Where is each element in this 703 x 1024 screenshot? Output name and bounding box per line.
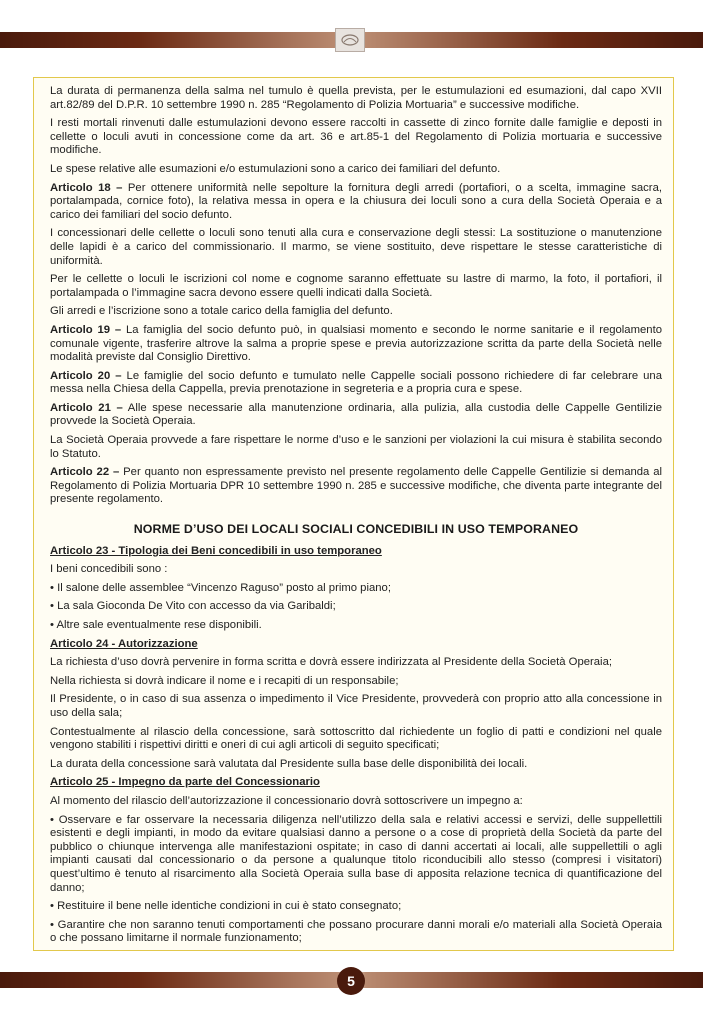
emblem-icon — [335, 28, 365, 52]
article-23-line: • Altre sale eventualmente rese disponibili. — [50, 619, 262, 631]
article-text: Per ottenere uniformità nelle sepolture la fornitura degli arredi (portafiori, o a scelta, immagine sacra, portalampada, cornice foto), la relativa messa in opera e la chiusura dei loculi sono a cura della Società Operaia e a carico dei familiari del socio defunto. — [50, 181, 662, 221]
article-label: Articolo 21 – — [50, 401, 123, 414]
intro-paragraph: Le spese relative alle esumazioni e/o estumulazioni sono a carico dei familiari del defunto. — [50, 162, 501, 175]
article-label: Articolo 19 – — [50, 323, 122, 336]
article-23-line: I beni concedibili sono : — [50, 563, 168, 576]
article-24-title: Articolo 24 - Autorizzazione — [50, 637, 198, 650]
article-25-line: • Restituire il bene nelle identiche condizioni in cui è stato consegnato; — [50, 900, 402, 913]
article-23-title: Articolo 23 - Tipologia dei Beni concedibili in uso temporaneo — [50, 544, 382, 557]
article-24-line: Contestualmente al rilascio della concessione, sarà sottoscritto dal richiedente un foglio di patti e condizioni nel quale vengono stabiliti i rispettivi diritti e oneri di cui agli articoli di seguito specificati; — [50, 725, 662, 752]
article-25-title: Articolo 25 - Impegno da parte del Concessionario — [50, 776, 320, 789]
article-18-paragraph: I concessionari delle cellette o loculi sono tenuti alla cura e conservazione degli stessi: La sostituzione o manutenzione delle lapidi è a carico del commissionario. Il marmo, se viene sostituito, deve rispettare le stesse caratteristiche di uniformità. — [50, 227, 662, 267]
article-22 — [50, 466, 662, 507]
article-label: Articolo 22 – — [50, 466, 120, 479]
article-label: Articolo 20 – — [50, 369, 122, 382]
article-24-line: La richiesta d’uso dovrà pervenire in forma scritta e dovrà essere indirizzata al Presidente della Società Operaia; — [50, 656, 612, 669]
article-24-line: Nella richiesta si dovrà indicare il nome e i recapiti di un responsabile; — [50, 674, 399, 687]
intro-paragraph: La durata di permanenza della salma nel tumulo è quella prevista, per le estumulazioni ed esumazioni, dal capo XVII art.82/89 del D.P.R. 10 settembre 1990 n. 285 “Regolamento di Polizia Mortuaria” e successive modifiche. — [50, 85, 662, 111]
article-text: Alle spese necessarie alla manutenzione ordinaria, alla pulizia, alla custodia delle Cappelle Gentilizie provvede la Società Operaia. — [50, 401, 662, 428]
document-body — [50, 85, 662, 951]
article-23-line: • Il salone delle assemblee “Vincenzo Raguso” posto al primo piano; — [50, 581, 391, 594]
article-18-paragraph: Gli arredi e l’iscrizione sono a totale carico della famiglia del defunto. — [50, 305, 393, 318]
article-text: La famiglia del socio defunto può, in qualsiasi momento e secondo le norme sanitarie e il regolamento comunale vigente, trasferire altrove la salma a proprie spese e previa autorizzazione scritta da parte della Società nelle modalità previste dal Consiglio Direttivo. — [50, 323, 662, 364]
article-text: Le famiglie del socio defunto e tumulato nelle Cappelle sociali possono richiedere di far celebrare una messa nella Chiesa della Cappella, previa prenotazione in segreteria e a propria cura e spese. — [50, 369, 662, 396]
article-25-line: Al momento del rilascio dell’autorizzazione il concessionario dovrà sottoscrivere un impegno a: — [50, 794, 523, 807]
article-20 — [50, 370, 662, 397]
intro-paragraph: I resti mortali rinvenuti dalle estumulazioni devono essere raccolti in cassette di zinco fornite dalle famiglie e deposti in cellette o loculi avuti in concessione come da art. 36 e art.85-1 del Regolamento di Polizia mortuaria e successive modifiche. — [50, 117, 662, 157]
section-title: NORME D’USO DEI LOCALI SOCIALI CONCEDIBILI IN USO TEMPORANEO — [133, 522, 579, 537]
article-21 — [50, 402, 662, 429]
article-24-line: Il Presidente, o in caso di sua assenza o impedimento il Vice Presidente, provvederà con proprio atto alla concessione in uso della sala; — [50, 693, 662, 719]
article-21-paragraph: La Società Operaia provvede a fare rispettare le norme d’uso e le sanzioni per violazioni la cui misura è stabilita secondo lo Statuto. — [50, 434, 662, 460]
article-25-line: • Garantire che non saranno tenuti comportamenti che possano procurare danni morali e/o materiali alla Società Operaia o che possano limitarne il normale funzionamento; — [50, 918, 662, 945]
article-18-paragraph: Per le cellette o loculi le iscrizioni col nome e cognome saranno effettuate su lastre di marmo, la foto, il portafiori, il portalampada o l’immagine sacra devono essere quelli indicati dalla Società. — [50, 273, 662, 299]
article-label: Articolo 18 – — [50, 181, 123, 194]
article-18 — [50, 182, 662, 223]
article-25-line: • Osservare e far osservare la necessaria diligenza nell’utilizzo della sala e relativi accessi e servizi, delle suppellettili esistenti e degli impianti, in modo da evitare qualsiasi danno a persone o a cose di proprietà della Società da parte del pubblico o chiunque intervenga alle manifestazioni ospitate; in caso di danni accertati ai locali, alle suppellettili o agli impianti causati dal concessionario o da persone a qualunque titolo riconducibili allo stesso (compresi i visitatori) quest’ultimo è tenuto al risarcimento alla Società Operaia sulla base di apposita relazione tecnica di quantificazione del danno; — [50, 813, 662, 894]
article-23-line: • La sala Gioconda De Vito con accesso da via Garibaldi; — [50, 600, 336, 613]
article-19 — [50, 324, 662, 365]
page-number: 5 — [337, 967, 365, 995]
article-24-line: La durata della concessione sarà valutata dal Presidente sulla base delle disponibilità dei locali. — [50, 757, 528, 770]
article-text: Per quanto non espressamente previsto nel presente regolamento delle Cappelle Gentilizie si demanda al Regolamento di Polizia Mortuaria DPR 10 settembre 1990 n. 285 e successive modifiche, che diventa parte integrante del presente regolamento. — [50, 466, 662, 506]
